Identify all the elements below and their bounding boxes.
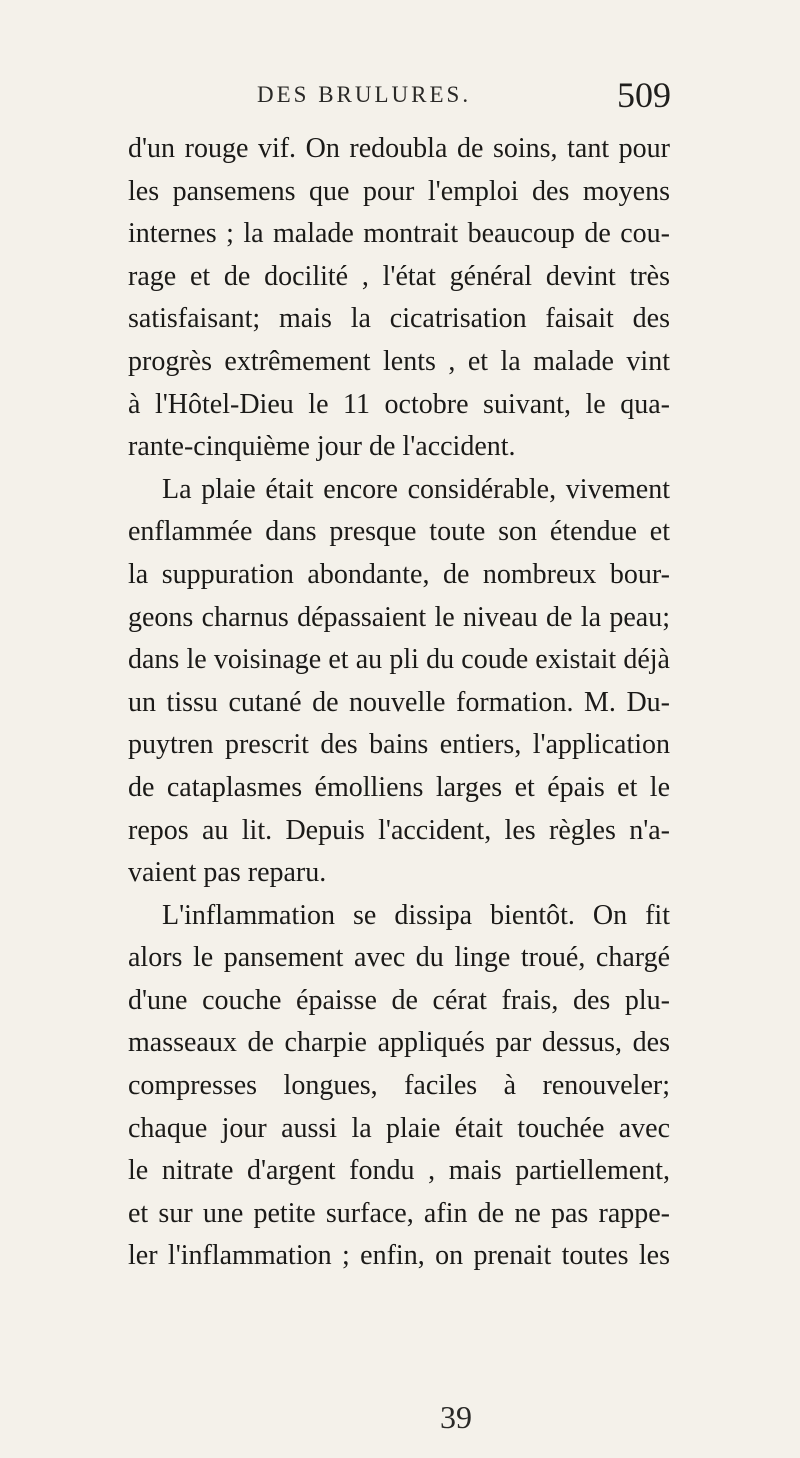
text-line: rante-cinquième jour de l'accident. [128,431,516,463]
text-line: compresses longues, faciles à renouveler; [128,1070,670,1102]
signature-mark: 39 [440,1399,472,1435]
text-line: masseaux de charpie appliqués par dessus, des [128,1027,670,1059]
text-line: chaque jour aussi la plaie était touchée avec [128,1112,670,1144]
text-line: ler l'inflammation ; enfin, on prenait toutes les [128,1240,670,1272]
text-line: enflammée dans presque toute son étendue et [128,516,670,548]
text-line: un tissu cutané de nouvelle formation. M. Du- [128,686,670,718]
text-line: satisfaisant; mais la cicatrisation faisait des [128,303,670,335]
text-line: de cataplasmes émolliens larges et épais et le [128,771,670,803]
text-line: rage et de docilité , l'état général devint très [128,260,670,292]
text-line: la suppuration abondante, de nombreux bour- [128,558,670,590]
text-line: L'inflammation se dissipa bientôt. On fit [162,899,670,931]
text-line: repos au lit. Depuis l'accident, les règles n'a- [128,814,670,846]
text-line: alors le pansement avec du linge troué, chargé [128,942,670,974]
text-line: à l'Hôtel-Dieu le 11 octobre suivant, le qua- [128,388,670,420]
text-line: internes ; la malade montrait beaucoup de cou- [128,218,670,250]
text-line: d'une couche épaisse de cérat frais, des plu- [128,984,670,1016]
body-text [128,128,670,1278]
text-line: les pansemens que pour l'emploi des moyens [128,175,670,207]
page-number: 509 [617,75,671,115]
text-line: et sur une petite surface, afin de ne pas rappe- [128,1197,670,1229]
text-line: d'un rouge vif. On redoubla de soins, tant pour [128,133,670,164]
running-head [0,75,800,118]
text-line: geons charnus dépassaient le niveau de la peau; [128,601,670,633]
text-line: vaient pas reparu. [128,857,327,889]
text-line: le nitrate d'argent fondu , mais partiellement, [128,1155,670,1187]
running-title: DES BRULURES. [257,82,472,107]
text-line: La plaie était encore considérable, vivement [162,473,670,505]
text-line: puytren prescrit des bains entiers, l'application [128,729,670,761]
text-line: dans le voisinage et au pli du coude existait déjà [128,644,670,676]
text-line: progrès extrêmement lents , et la malade vint [128,345,670,377]
